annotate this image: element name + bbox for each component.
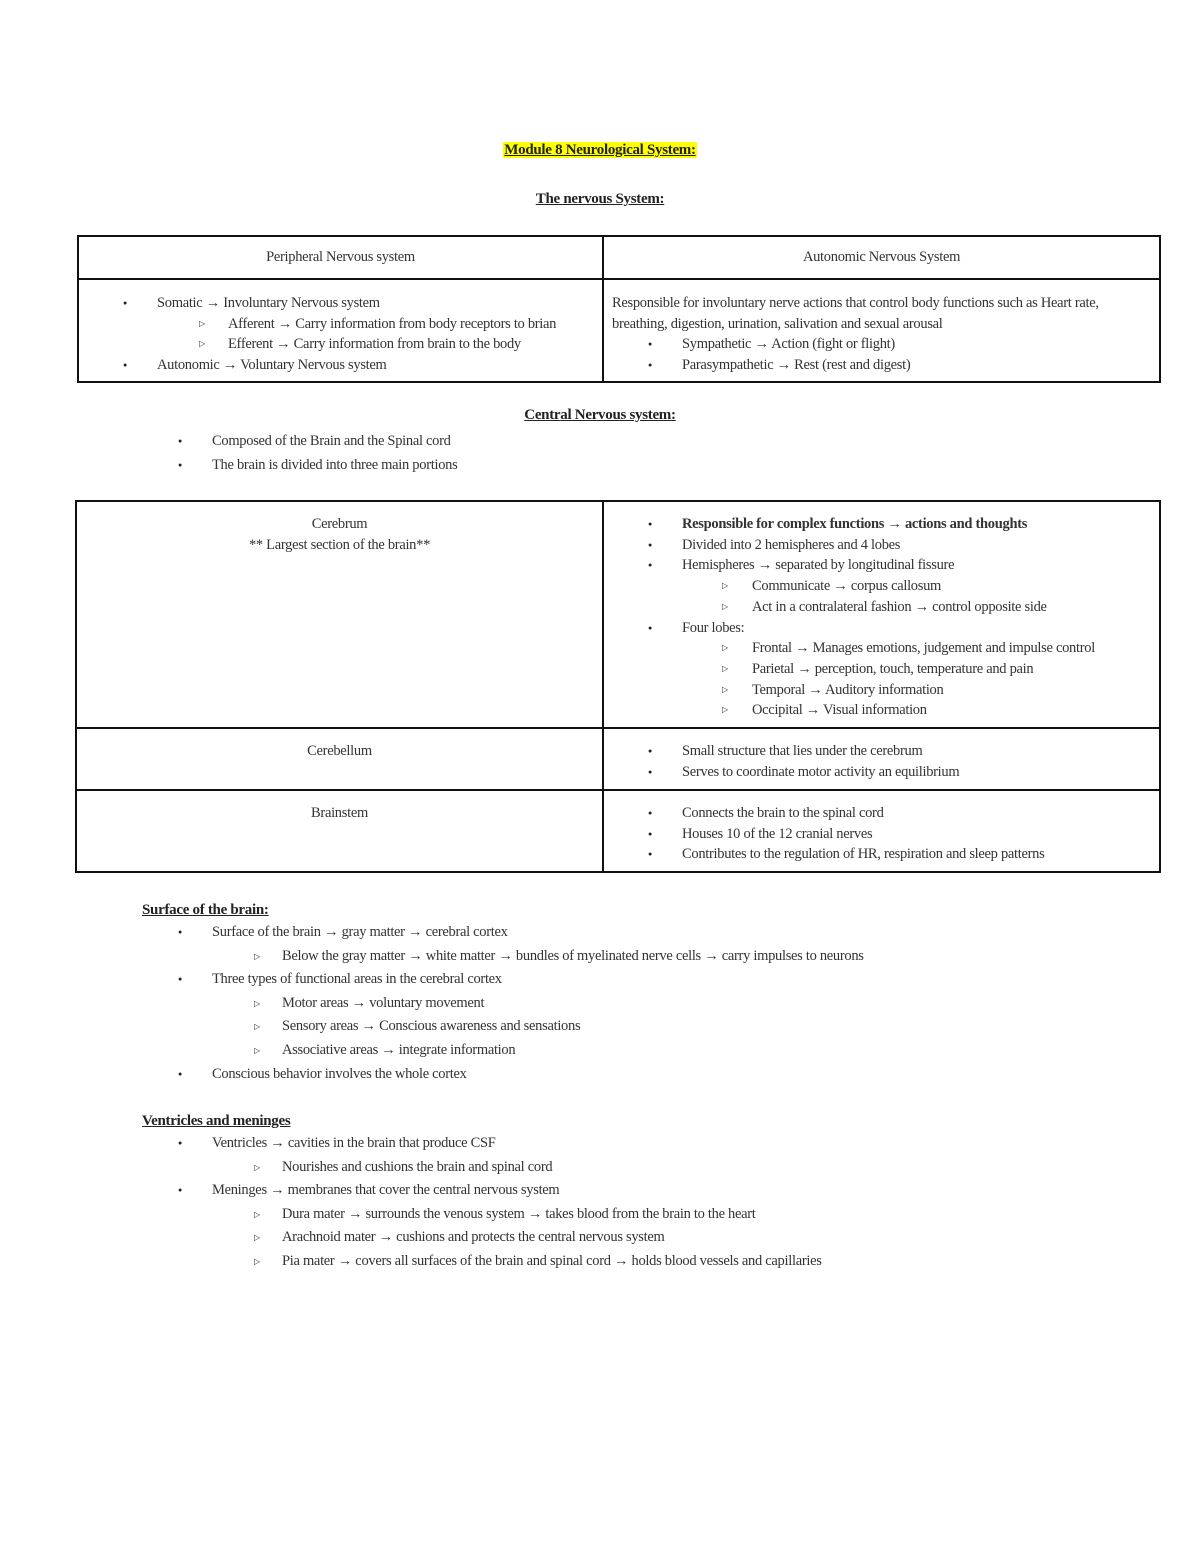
cerebrum-details-cell [603, 501, 1160, 728]
list-item: ▷ Communicate → corpus callosum [604, 576, 1159, 597]
brainstem-name: Brainstem [311, 805, 368, 821]
list-item: ● Ventricles → cavities in the brain that produce CSF [75, 1132, 1175, 1156]
autonomic-cell [603, 279, 1160, 382]
list-item: ▷ Act in a contralateral fashion → control opposite side [604, 597, 1159, 618]
autonomic-list [604, 334, 1159, 375]
section-heading-nervous-system: The nervous System: [535, 191, 665, 207]
list-item: ● Four lobes: [604, 618, 1159, 639]
list-item: ● Parasympathetic → Rest (rest and digest) [604, 355, 1159, 376]
brain-portions-table [75, 500, 1161, 873]
nervous-system-table [77, 235, 1161, 383]
peripheral-list [79, 280, 602, 376]
section-heading-ventricles: Ventricles and meninges [142, 1113, 291, 1129]
list-item: ▷ Arachnoid mater → cushions and protects the central nervous system [75, 1226, 1175, 1250]
list-item: ▷ Below the gray matter → white matter → bundles of myelinated nerve cells → carry impulses to neurons [75, 945, 1175, 969]
autonomic-description: Responsible for involuntary nerve actions that control body functions such as Heart rate, breathing, digestion, urination, salivation and sexual arousal [612, 295, 1099, 332]
list-item: ● Somatic → Involuntary Nervous system [79, 293, 602, 314]
list-item: ▷ Temporal → Auditory information [604, 680, 1159, 701]
list-item: ▷ Pia mater → covers all surfaces of the brain and spinal cord → holds blood vessels and capillaries [75, 1250, 1175, 1274]
section-heading-cns: Central Nervous system: [524, 407, 676, 423]
list-item: ● Responsible for complex functions → actions and thoughts [604, 514, 1159, 535]
cerebellum-name-cell [76, 728, 603, 790]
list-item: ● Hemispheres → separated by longitudinal fissure [604, 555, 1159, 576]
list-item: ● Sympathetic → Action (fight or flight) [604, 334, 1159, 355]
list-item: ▷ Frontal → Manages emotions, judgement and impulse control [604, 638, 1159, 659]
cerebellum-list [604, 729, 1159, 782]
list-item: ● Small structure that lies under the cerebrum [604, 741, 1159, 762]
section-heading-surface: Surface of the brain: [142, 902, 269, 918]
table-header-peripheral: Peripheral Nervous system [78, 236, 603, 279]
list-item: ▷ Dura mater → surrounds the venous system → takes blood from the brain to the heart [75, 1203, 1175, 1227]
list-item: ● Contributes to the regulation of HR, respiration and sleep patterns [604, 844, 1159, 865]
list-item: ● Autonomic → Voluntary Nervous system [79, 355, 602, 376]
surface-list [75, 921, 1175, 1086]
table-header-autonomic: Autonomic Nervous System [603, 236, 1160, 279]
list-item: ● Connects the brain to the spinal cord [604, 803, 1159, 824]
list-item: ▷ Afferent → Carry information from body receptors to brian [79, 314, 602, 335]
list-item: ● Composed of the Brain and the Spinal cord [75, 430, 1175, 454]
cerebellum-details-cell [603, 728, 1160, 790]
list-item: ▷ Efferent → Carry information from brain to the body [79, 334, 602, 355]
table-row [76, 501, 1160, 728]
brainstem-details-cell [603, 790, 1160, 872]
brainstem-list [604, 791, 1159, 865]
peripheral-cell [78, 279, 603, 382]
list-item: ▷ Sensory areas → Conscious awareness and sensations [75, 1015, 1175, 1039]
table-row [76, 728, 1160, 790]
surface-section [75, 899, 1175, 1086]
list-item: ● Surface of the brain → gray matter → cerebral cortex [75, 921, 1175, 945]
list-item: ● Houses 10 of the 12 cranial nerves [604, 824, 1159, 845]
brainstem-name-cell [76, 790, 603, 872]
list-item: ● The brain is divided into three main portions [75, 454, 1175, 478]
list-item: ● Serves to coordinate motor activity an equilibrium [604, 762, 1159, 783]
list-item: ● Meninges → membranes that cover the central nervous system [75, 1179, 1175, 1203]
page-title: Module 8 Neurological System: [504, 142, 696, 158]
subtitle-wrap [0, 191, 1200, 208]
list-item: ● Divided into 2 hemispheres and 4 lobes [604, 535, 1159, 556]
cerebellum-name: Cerebellum [307, 743, 372, 759]
cerebrum-list [604, 502, 1159, 721]
ventricles-section [75, 1110, 1175, 1274]
cns-list [75, 430, 1175, 477]
list-item: ▷ Parietal → perception, touch, temperature and pain [604, 659, 1159, 680]
cerebrum-name-cell [76, 501, 603, 728]
list-item: ▷ Associative areas → integrate information [75, 1039, 1175, 1063]
list-item: ▷ Motor areas → voluntary movement [75, 992, 1175, 1016]
list-item: ● Conscious behavior involves the whole cortex [75, 1063, 1175, 1087]
list-item: ▷ Nourishes and cushions the brain and spinal cord [75, 1156, 1175, 1180]
cns-heading-wrap [0, 407, 1200, 424]
list-item: ▷ Occipital → Visual information [604, 700, 1159, 721]
title-wrap [0, 142, 1200, 159]
cerebrum-note: ** Largest section of the brain** [248, 537, 431, 553]
ventricles-list [75, 1132, 1175, 1274]
list-item: ● Three types of functional areas in the cerebral cortex [75, 968, 1175, 992]
cerebrum-name: Cerebrum [311, 516, 368, 532]
table-row [76, 790, 1160, 872]
